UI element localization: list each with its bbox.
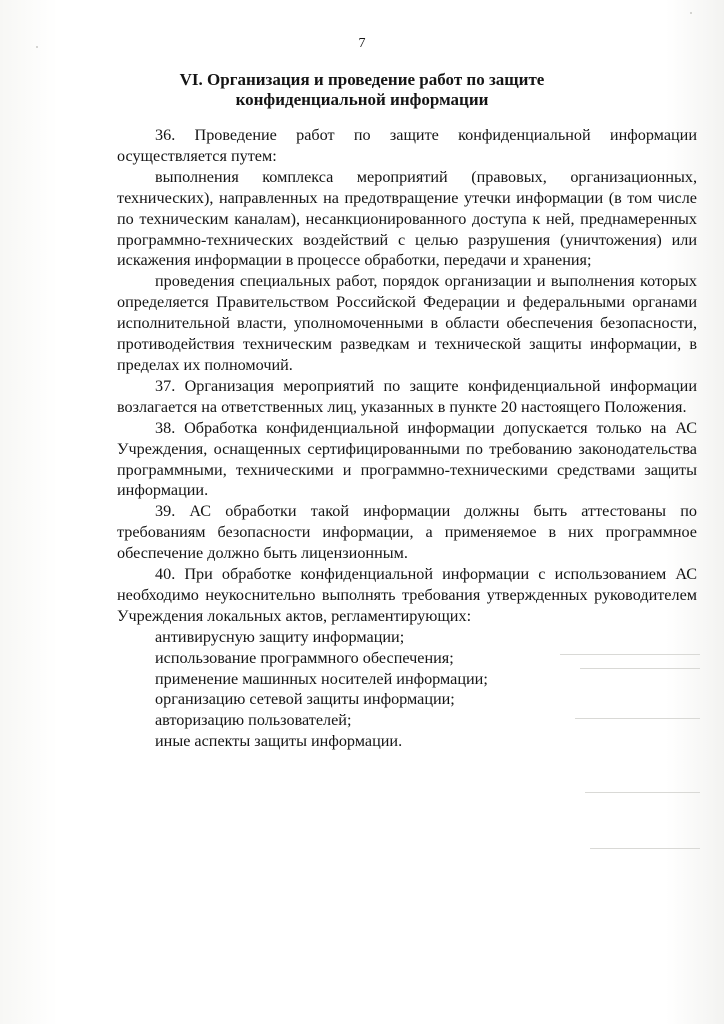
section-title-line-2: конфиденциальной информации: [235, 90, 489, 109]
scan-artifact: [590, 848, 700, 849]
list-item: авторизацию пользователей;: [155, 711, 352, 730]
document-body: [117, 125, 697, 752]
scan-artifact: [575, 718, 700, 719]
paragraph-36: 36. Проведение работ по защите конфиденциальной информации осуществляется путем:: [117, 126, 697, 165]
paragraph-37: 37. Организация мероприятий по защите конфиденциальной информации возлагается на ответственных лиц, указанных в пункте 20 настоящего Положения.: [117, 376, 697, 416]
paragraph-38: 38. Обработка конфиденциальной информации допускается только на АС Учреждения, оснащенных сертифицированными по требованию законодательства программными, техническими и программно-техническими средствами защиты информации.: [117, 418, 697, 500]
list-item: антивирусную защиту информации;: [155, 627, 405, 646]
scan-speck: [690, 12, 692, 14]
section-title-line-1: VI. Организация и проведение работ по защите: [179, 70, 545, 89]
scan-artifact: [585, 792, 700, 793]
scan-artifact: [560, 654, 700, 655]
list-item: использование программного обеспечения;: [155, 648, 454, 667]
paragraph-40: 40. При обработке конфиденциальной информации с использованием АС необходимо неукоснительно выполнять требования утвержденных руководителем Учреждения локальных актов, регламентирующих:: [117, 565, 697, 625]
list-item: организацию сетевой защиты информации;: [155, 690, 455, 709]
list-item: иные аспекты защиты информации.: [155, 732, 403, 751]
paragraph-39: 39. АС обработки такой информации должны быть аттестованы по требованиям безопасности информации, а применяемое в них программное обеспечение должно быть лицензионным.: [117, 502, 697, 563]
paragraph-36-item-1: выполнения комплекса мероприятий (правовых, организационных, технических), направленных на предотвращение утечки информации (в том числе по техническим каналам), несанкционированного доступа к ней, преднамеренных программно-технических воздействий с целью разрушения (уничтожения) или искажения информации в процессе обработки, передачи и хранения;: [117, 167, 697, 270]
page-number: 7: [358, 36, 366, 51]
section-title: [0, 70, 724, 110]
list-item: применение машинных носителей информации;: [155, 669, 488, 688]
paragraph-36-item-2: проведения специальных работ, порядок организации и выполнения которых определяется Правительством Российской Федерации и федеральными органами исполнительной власти, уполномоченными в области обеспечения безопасности, противодействия техническим разведкам и технической защиты информации, в пределах их полномочий.: [117, 272, 697, 374]
scan-speck: [36, 46, 38, 48]
scan-artifact: [580, 668, 700, 669]
